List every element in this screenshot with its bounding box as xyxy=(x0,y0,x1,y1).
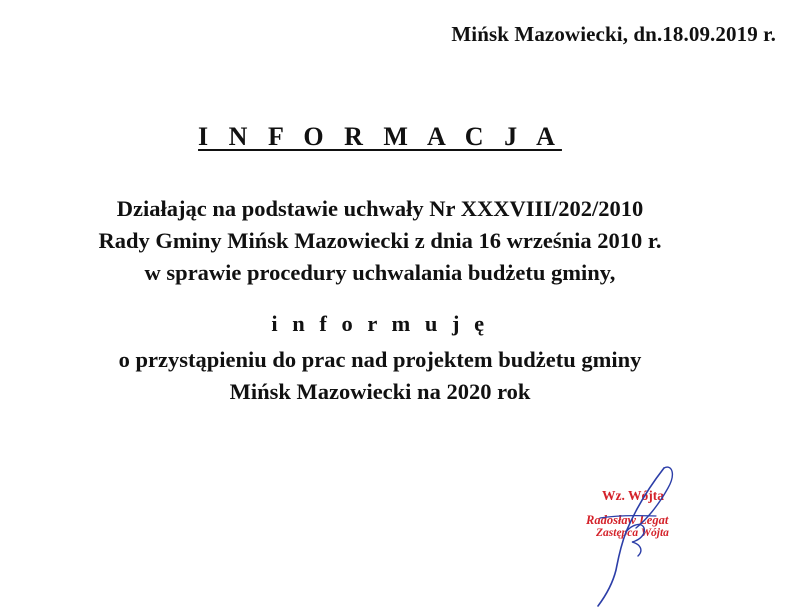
place-date: Mińsk Mazowiecki, dn.18.09.2019 r. xyxy=(451,22,776,46)
handwritten-signature-icon xyxy=(560,458,700,608)
body-line: Mińsk Mazowiecki na 2020 rok xyxy=(229,379,531,404)
stamp-name: Radosław Legat xyxy=(586,513,669,527)
intro-line: Działając na podstawie uchwały Nr XXXVIII/202/2010 xyxy=(116,196,644,221)
document-title: I N F O R M A C J A xyxy=(198,122,562,151)
inform-word: i n f o r m u j ę xyxy=(271,311,489,336)
stamp-role: Wz. Wójta xyxy=(602,488,664,503)
stamp-title: Zastępca Wójta xyxy=(596,527,669,539)
body-line: o przystąpieniu do prac nad projektem budżetu gminy xyxy=(118,347,642,372)
intro-paragraph xyxy=(0,193,760,289)
body-paragraph xyxy=(0,344,760,408)
intro-line: w sprawie procedury uchwalania budżetu gminy, xyxy=(144,260,616,285)
signature-stamp xyxy=(560,458,700,608)
intro-line: Rady Gminy Mińsk Mazowiecki z dnia 16 września 2010 r. xyxy=(98,228,662,253)
